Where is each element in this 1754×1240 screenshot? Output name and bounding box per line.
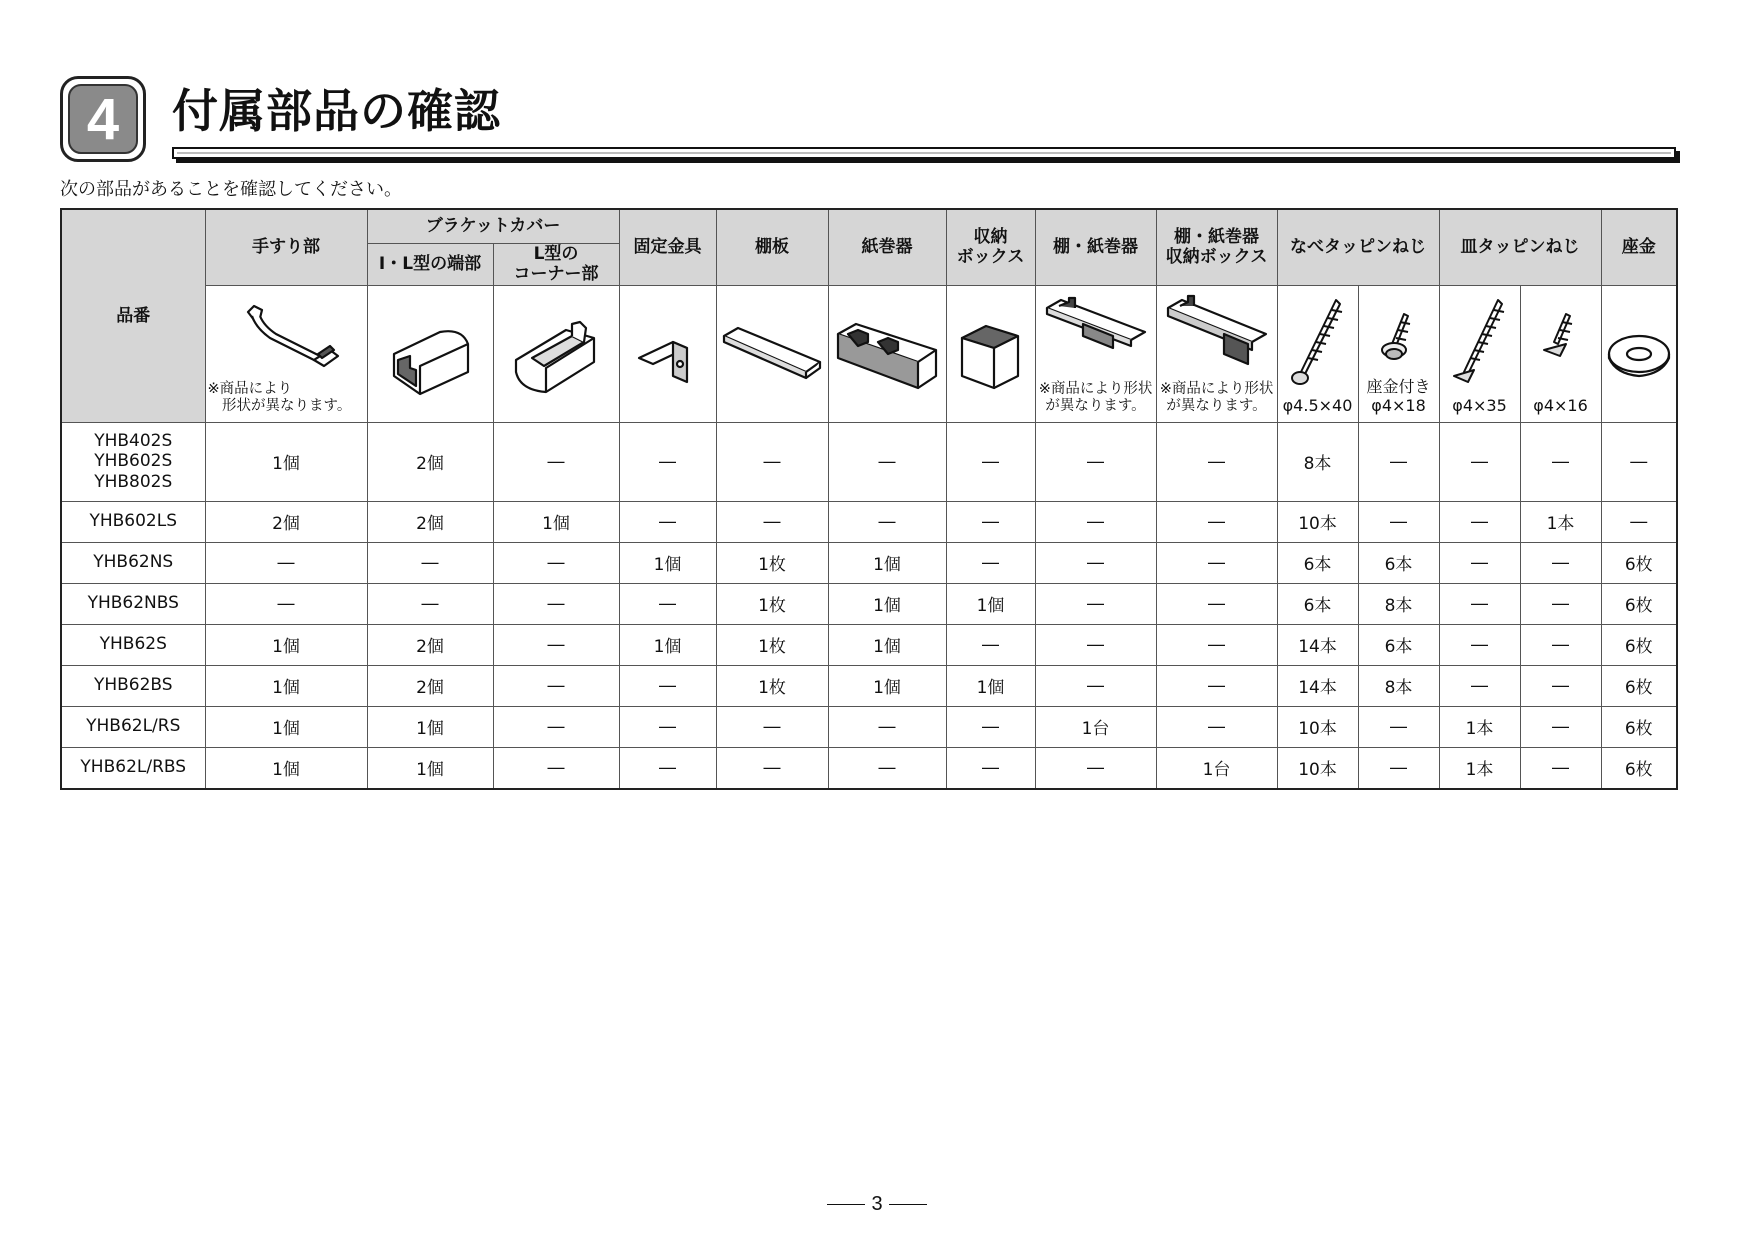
- value-cell: ―: [493, 583, 619, 624]
- table-row: [61, 542, 1677, 583]
- value-cell: 2個: [367, 665, 493, 706]
- paper-holder-icon: [834, 320, 940, 400]
- value-cell: ―: [1439, 501, 1520, 542]
- value-cell: ―: [1358, 501, 1439, 542]
- value-cell: ―: [1358, 422, 1439, 501]
- table-row: [61, 706, 1677, 747]
- value-cell: ―: [1601, 422, 1677, 501]
- value-cell: ―: [205, 542, 367, 583]
- value-cell: 10本: [1277, 706, 1358, 747]
- table-row: [61, 747, 1677, 789]
- value-cell: ―: [619, 583, 716, 624]
- value-cell: ―: [1035, 501, 1156, 542]
- value-cell: 1枚: [716, 583, 828, 624]
- header-bc-l-corner: L型の コーナー部: [493, 243, 619, 285]
- section-number: 4: [68, 84, 138, 154]
- value-cell: 1個: [828, 583, 946, 624]
- value-cell: ―: [1520, 583, 1601, 624]
- value-cell: 1本: [1439, 747, 1520, 789]
- note-handrail: ※商品により 形状が異なります。: [207, 380, 352, 415]
- value-cell: 1台: [1035, 706, 1156, 747]
- image-bc-il-end: [367, 285, 493, 422]
- header-model: 品番: [61, 209, 205, 422]
- value-cell: ―: [716, 501, 828, 542]
- image-washer: [1601, 285, 1677, 422]
- washer-pan-screw-icon: [1374, 310, 1424, 370]
- value-cell: 2個: [367, 422, 493, 501]
- value-cell: ―: [1035, 665, 1156, 706]
- value-cell: ―: [1520, 706, 1601, 747]
- value-cell: 2個: [367, 501, 493, 542]
- header-bc-il-end: I・L型の端部: [367, 243, 493, 285]
- model-cell: YHB62NS: [61, 542, 205, 583]
- table-row: [61, 583, 1677, 624]
- value-cell: ―: [1156, 583, 1277, 624]
- note-shelf-paper-box: ※商品により形状 が異なります。: [1159, 380, 1274, 415]
- value-cell: ―: [1156, 501, 1277, 542]
- value-cell: 10本: [1277, 501, 1358, 542]
- value-cell: 1個: [828, 665, 946, 706]
- value-cell: 6枚: [1601, 706, 1677, 747]
- value-cell: 6本: [1277, 583, 1358, 624]
- value-cell: ―: [493, 706, 619, 747]
- value-cell: 1本: [1439, 706, 1520, 747]
- table-row: [61, 624, 1677, 665]
- spec-sara-2: φ4×16: [1533, 396, 1588, 416]
- value-cell: ―: [1156, 665, 1277, 706]
- value-cell: ―: [1439, 665, 1520, 706]
- value-cell: 1個: [205, 706, 367, 747]
- value-cell: ―: [828, 422, 946, 501]
- value-cell: 1個: [205, 624, 367, 665]
- value-cell: ―: [1358, 747, 1439, 789]
- washer-icon: [1606, 330, 1672, 380]
- long-flat-screw-icon: [1450, 294, 1510, 390]
- value-cell: 2個: [367, 624, 493, 665]
- value-cell: 1個: [205, 422, 367, 501]
- value-cell: 1個: [205, 665, 367, 706]
- value-cell: ―: [828, 501, 946, 542]
- value-cell: ―: [619, 747, 716, 789]
- header-group-sara-screw: 皿タッピンねじ: [1439, 209, 1601, 285]
- value-cell: 1個: [946, 583, 1035, 624]
- bracket-cover-end-icon: [380, 310, 480, 410]
- value-cell: ―: [493, 624, 619, 665]
- page-dash-left: [827, 1204, 865, 1206]
- value-cell: ―: [946, 706, 1035, 747]
- header-paper-holder: 紙巻器: [828, 209, 946, 285]
- bracket-cover-corner-icon: [506, 310, 606, 410]
- image-paper-holder: [828, 285, 946, 422]
- value-cell: ―: [493, 665, 619, 706]
- value-cell: ―: [1035, 624, 1156, 665]
- value-cell: ―: [828, 706, 946, 747]
- value-cell: ―: [619, 422, 716, 501]
- value-cell: ―: [1520, 542, 1601, 583]
- storage-box-icon: [956, 320, 1026, 400]
- model-cell: YHB62L/RS: [61, 706, 205, 747]
- value-cell: 6枚: [1601, 624, 1677, 665]
- value-cell: 1個: [619, 624, 716, 665]
- value-cell: ―: [1156, 706, 1277, 747]
- value-cell: ―: [946, 747, 1035, 789]
- spec-nabe-2: 座金付き φ4×18: [1366, 377, 1431, 416]
- value-cell: ―: [619, 706, 716, 747]
- value-cell: 8本: [1358, 665, 1439, 706]
- header-washer: 座金: [1601, 209, 1677, 285]
- header-shelf: 棚板: [716, 209, 828, 285]
- image-bc-l-corner: [493, 285, 619, 422]
- value-cell: ―: [946, 624, 1035, 665]
- value-cell: 1個: [367, 747, 493, 789]
- value-cell: ―: [1358, 706, 1439, 747]
- image-shelf: [716, 285, 828, 422]
- value-cell: 1本: [1520, 501, 1601, 542]
- header-handrail: 手すり部: [205, 209, 367, 285]
- shelf-paper-holder-icon: [1043, 294, 1149, 364]
- spec-nabe-1: φ4.5×40: [1282, 396, 1353, 416]
- page-number: [0, 1193, 1754, 1216]
- page-number-value: 3: [871, 1193, 883, 1215]
- value-cell: ―: [1439, 624, 1520, 665]
- image-sara-screw-short: [1520, 285, 1601, 422]
- short-flat-screw-icon: [1536, 310, 1586, 370]
- intro-text: 次の部品があることを確認してください。: [60, 179, 402, 200]
- value-cell: 1個: [367, 706, 493, 747]
- model-cell: YHB402S YHB602S YHB802S: [61, 422, 205, 501]
- value-cell: 1台: [1156, 747, 1277, 789]
- model-cell: YHB602LS: [61, 501, 205, 542]
- image-shelf-paper-box: [1156, 285, 1277, 422]
- value-cell: 6本: [1277, 542, 1358, 583]
- value-cell: 1個: [828, 624, 946, 665]
- image-shelf-paper: [1035, 285, 1156, 422]
- image-storage-box: [946, 285, 1035, 422]
- header-shelf-paper: 棚・紙巻器: [1035, 209, 1156, 285]
- value-cell: ―: [1439, 542, 1520, 583]
- header-bracket: 固定金具: [619, 209, 716, 285]
- value-cell: ―: [946, 501, 1035, 542]
- model-cell: YHB62L/RBS: [61, 747, 205, 789]
- image-nabe-screw-long: [1277, 285, 1358, 422]
- model-cell: YHB62S: [61, 624, 205, 665]
- value-cell: 1枚: [716, 665, 828, 706]
- value-cell: ―: [205, 583, 367, 624]
- section-number-badge: [60, 76, 146, 162]
- handrail-icon: [226, 294, 346, 380]
- value-cell: ―: [1156, 624, 1277, 665]
- value-cell: ―: [1439, 422, 1520, 501]
- header-shelf-paper-box: 棚・紙巻器 収納ボックス: [1156, 209, 1277, 285]
- value-cell: ―: [1520, 624, 1601, 665]
- value-cell: ―: [1156, 542, 1277, 583]
- value-cell: ―: [1156, 422, 1277, 501]
- header-group-nabe-screw: なべタッピンねじ: [1277, 209, 1439, 285]
- long-pan-screw-icon: [1288, 294, 1348, 390]
- title-underline: [172, 147, 1676, 159]
- value-cell: 1枚: [716, 542, 828, 583]
- value-cell: ―: [828, 747, 946, 789]
- value-cell: ―: [1520, 422, 1601, 501]
- value-cell: 1枚: [716, 624, 828, 665]
- image-bracket: [619, 285, 716, 422]
- value-cell: 1個: [946, 665, 1035, 706]
- value-cell: ―: [493, 422, 619, 501]
- shelf-paper-box-icon: [1164, 294, 1270, 368]
- value-cell: ―: [716, 747, 828, 789]
- value-cell: 6本: [1358, 542, 1439, 583]
- value-cell: ―: [1035, 422, 1156, 501]
- value-cell: 14本: [1277, 665, 1358, 706]
- value-cell: 8本: [1277, 422, 1358, 501]
- value-cell: ―: [946, 422, 1035, 501]
- value-cell: 10本: [1277, 747, 1358, 789]
- value-cell: ―: [619, 665, 716, 706]
- page-dash-right: [889, 1204, 927, 1206]
- parts-table: [60, 208, 1678, 790]
- value-cell: ―: [1520, 665, 1601, 706]
- value-cell: 1個: [619, 542, 716, 583]
- value-cell: ―: [946, 542, 1035, 583]
- image-nabe-screw-short: [1358, 285, 1439, 422]
- value-cell: ―: [1035, 542, 1156, 583]
- value-cell: 6枚: [1601, 542, 1677, 583]
- table-row: [61, 501, 1677, 542]
- header-storage-box: 収納 ボックス: [946, 209, 1035, 285]
- value-cell: ―: [367, 583, 493, 624]
- image-handrail: [205, 285, 367, 422]
- section-title: 付属部品の確認: [172, 84, 501, 138]
- model-cell: YHB62BS: [61, 665, 205, 706]
- spec-sara-1: φ4×35: [1452, 396, 1507, 416]
- value-cell: 14本: [1277, 624, 1358, 665]
- value-cell: 6枚: [1601, 747, 1677, 789]
- value-cell: 1個: [205, 747, 367, 789]
- value-cell: ―: [367, 542, 493, 583]
- model-cell: YHB62NBS: [61, 583, 205, 624]
- value-cell: 6枚: [1601, 665, 1677, 706]
- value-cell: 2個: [205, 501, 367, 542]
- value-cell: ―: [1439, 583, 1520, 624]
- value-cell: 1個: [828, 542, 946, 583]
- table-row: [61, 665, 1677, 706]
- value-cell: 8本: [1358, 583, 1439, 624]
- value-cell: 6本: [1358, 624, 1439, 665]
- note-shelf-paper: ※商品により形状 が異なります。: [1038, 380, 1153, 415]
- header-group-bracket-cover: ブラケットカバー: [367, 209, 619, 243]
- value-cell: ―: [493, 747, 619, 789]
- value-cell: ―: [493, 542, 619, 583]
- shelf-board-icon: [720, 324, 824, 384]
- value-cell: ―: [1035, 747, 1156, 789]
- value-cell: ―: [1035, 583, 1156, 624]
- value-cell: ―: [716, 706, 828, 747]
- table-row: [61, 422, 1677, 501]
- image-sara-screw-long: [1439, 285, 1520, 422]
- value-cell: 1個: [493, 501, 619, 542]
- value-cell: ―: [716, 422, 828, 501]
- value-cell: ―: [1601, 501, 1677, 542]
- value-cell: ―: [619, 501, 716, 542]
- value-cell: ―: [1520, 747, 1601, 789]
- fixing-bracket-icon: [633, 330, 703, 400]
- value-cell: 6枚: [1601, 583, 1677, 624]
